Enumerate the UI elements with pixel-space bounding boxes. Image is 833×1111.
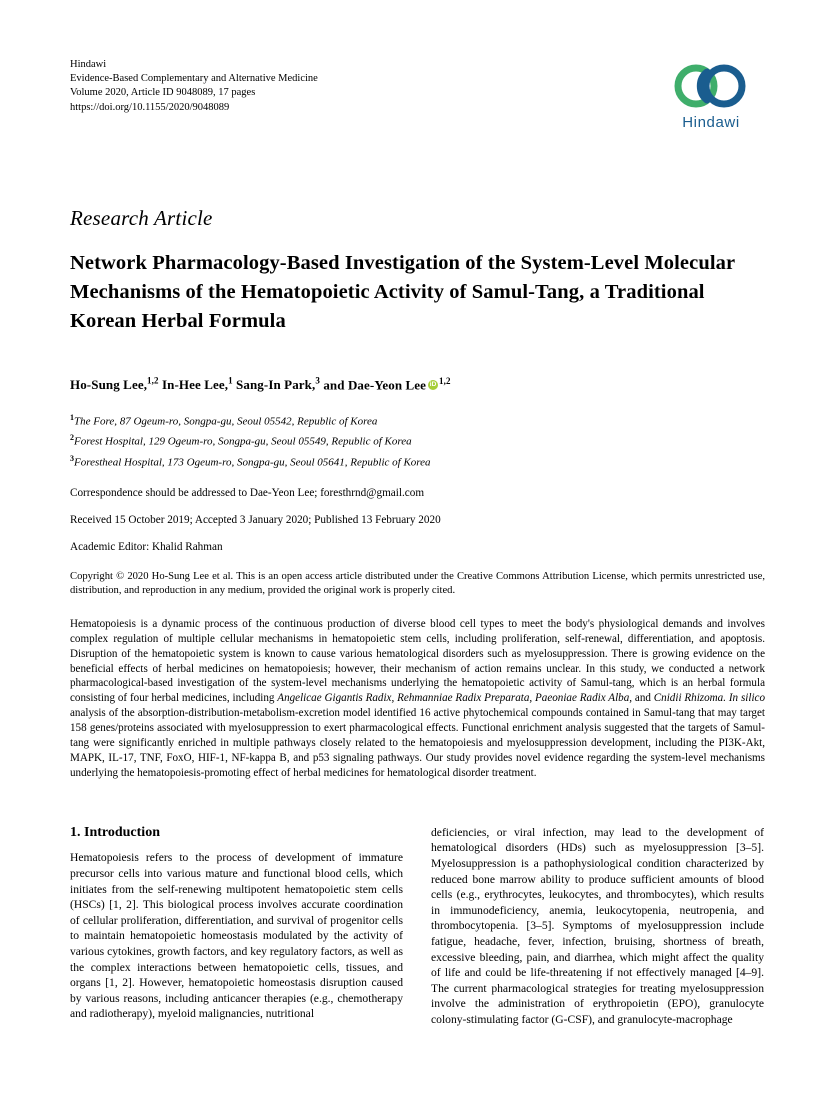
column-right <box>431 825 764 1028</box>
intro-paragraph-right: deficiencies, or viral infection, may lead to the development of hematological disorders (HDs) such as myelosuppression [3–5]. Myelosuppression is a pathophysiological condition characterized by reduced bone marrow ability to produce sufficient amounts of blood cells (e.g., erythrocytes, leukocytes, and thrombocytes), which results in immunodeficiency, anemia, leukocytopenia, neutropenia, and thrombocytopenia. [3–5]. Symptoms of myelosuppression include fatigue, headache, fever, infection, bruising, shortness of breath, excessive bleeding, pain, and diarrhea, which might affect the quality of life and could be life-threatening if not effectively managed [4–9]. The current pharmacological strategies for treating myelosuppression involve the administration of erythropoietin (EPO), granulocyte colony-stimulating factor (G-CSF), and granulocyte-macrophage <box>431 825 764 1026</box>
abstract-part-2: and <box>632 692 654 705</box>
column-left <box>70 825 403 1028</box>
author-2: In-Hee Lee,$^1$ <box>161 376 233 393</box>
abstract-part-1: Hematopoiesis is a dynamic process of the continuous production of diverse blood cell types to meet the body's physiological demands and involves complex regulation of multiple cellular mechanisms in hematopoietic stem cells, including proliferation, self-renewal, differentiation, and apoptosis. Disruption of the hematopoietic system is known to cause various hematological disorders such as myelosuppression. There is growing evidence on the beneficial effects of herbal medicines on hematopoiesis; however, their mechanism of action remains unclear. In this study, we conducted a network pharmacological-based investigation of the system-level mechanisms underlying the hematopoietic activity of Samul-tang, which is an herbal formula consisting of four herbal medicines, including <box>70 617 765 705</box>
abstract-part-3: analysis of the absorption-distribution-metabolism-excretion model identified 16 active phytochemical compounds contained in Samul-tang that may target 158 genes/proteins associated with myelosuppression to exert pharmacological effects. Functional enrichment analysis suggested that the targets of Samul-tang were significantly enriched in multiple pathways closely related to the hematopoiesis and myelosuppression development, including the PI3K-Akt, MAPK, IL-17, TNF, FoxO, HIF-1, NF-kappa B, and p53 signaling pathways. Our study provides novel evidence regarding the system-level mechanisms underlying the hematopoiesis-promoting effect of herbal medicines for hematological disorder treatment. <box>70 707 765 779</box>
doi-link[interactable]: https://doi.org/10.1155/2020/9048089 <box>70 101 230 113</box>
author-list: Ho-Sung Lee,$^{1,2}$ In-Hee Lee,$^1$ Sang-In Park,$^3$ and Dae-Yeon Lee iD $^{1,2}$ <box>70 376 765 393</box>
orcid-icon[interactable] <box>428 380 438 390</box>
page-title: Network Pharmacology-Based Investigation of the System-Level Molecular Mechanisms of the Hematopoietic Activity of Samul-Tang, a Traditional Korean Herbal Formula <box>70 252 735 332</box>
affiliation-item: $^3$Forestheal Hospital, 173 Ogeum-ro, Songpa-gu, Seoul 05641, Republic of Korea <box>70 453 431 469</box>
affiliation-item: $^2$Forest Hospital, 129 Ogeum-ro, Songpa-gu, Seoul 05549, Republic of Korea <box>70 433 412 449</box>
author-1: Ho-Sung Lee,$^{1,2}$ <box>70 376 159 393</box>
author-4: and Dae-Yeon Lee <box>323 377 427 393</box>
section-heading-introduction: 1. Introduction <box>70 824 160 840</box>
abstract <box>70 617 765 781</box>
volume-line: Volume 2020, Article ID 9048089, 17 pages <box>70 87 256 99</box>
author-3: Sang-In Park,$^3$ <box>236 376 320 393</box>
publisher-name: Hindawi <box>70 59 107 70</box>
article-type: Research Article <box>70 206 213 230</box>
publication-dates: Received 15 October 2019; Accepted 3 January 2020; Published 13 February 2020 <box>70 513 441 526</box>
paper-content <box>70 58 765 1027</box>
copyright-notice: Copyright © 2020 Ho-Sung Lee et al. This is an open access article distributed under the Creative Commons Attribution License, which permits unrestricted use, distribution, and reproduction in any medium, provided the original work is properly cited. <box>70 570 765 597</box>
hindawi-logo <box>657 62 765 131</box>
herb-name-4: Cnidii Rhizoma. In silico <box>653 692 765 705</box>
herb-names: Angelicae Gigantis Radix, Rehmanniae Radix Preparata, Paeoniae Radix Alba, <box>277 692 633 705</box>
hindawi-rings-icon <box>657 62 765 110</box>
affiliations <box>70 410 765 470</box>
masthead <box>70 58 765 150</box>
body-columns <box>70 825 765 1028</box>
affiliation-item: $^1$The Fore, 87 Ogeum-ro, Songpa-gu, Seoul 05542, Republic of Korea <box>70 413 378 428</box>
hindawi-wordmark: Hindawi <box>682 114 740 131</box>
journal-name: Evidence-Based Complementary and Alternative Medicine <box>70 73 318 85</box>
correspondence: Correspondence should be addressed to Dae-Yeon Lee; foresthrnd@gmail.com <box>70 486 425 499</box>
intro-paragraph-left: Hematopoiesis refers to the process of development of immature precursor cells into various mature and functional blood cells, which initiates from the self-renewing multipotent hematopoietic stem cells (HSCs) [1, 2]. This biological process involves accurate coordination of cellular proliferation, differentiation, and survival of progenitor cells to maintain hematopoietic homeostasis modulated by the activity of various cytokines, growth factors, and key regulatory factors, as well as the complex interactions between hematopoietic cells, tissues, and organs [1, 2]. However, hematopoietic homeostasis disruption caused by various reasons, including anticancer therapies (e.g., chemotherapy and radiotherapy), myeloid malignancies, nutritional <box>70 851 403 1021</box>
academic-editor: Academic Editor: Khalid Rahman <box>70 540 223 553</box>
